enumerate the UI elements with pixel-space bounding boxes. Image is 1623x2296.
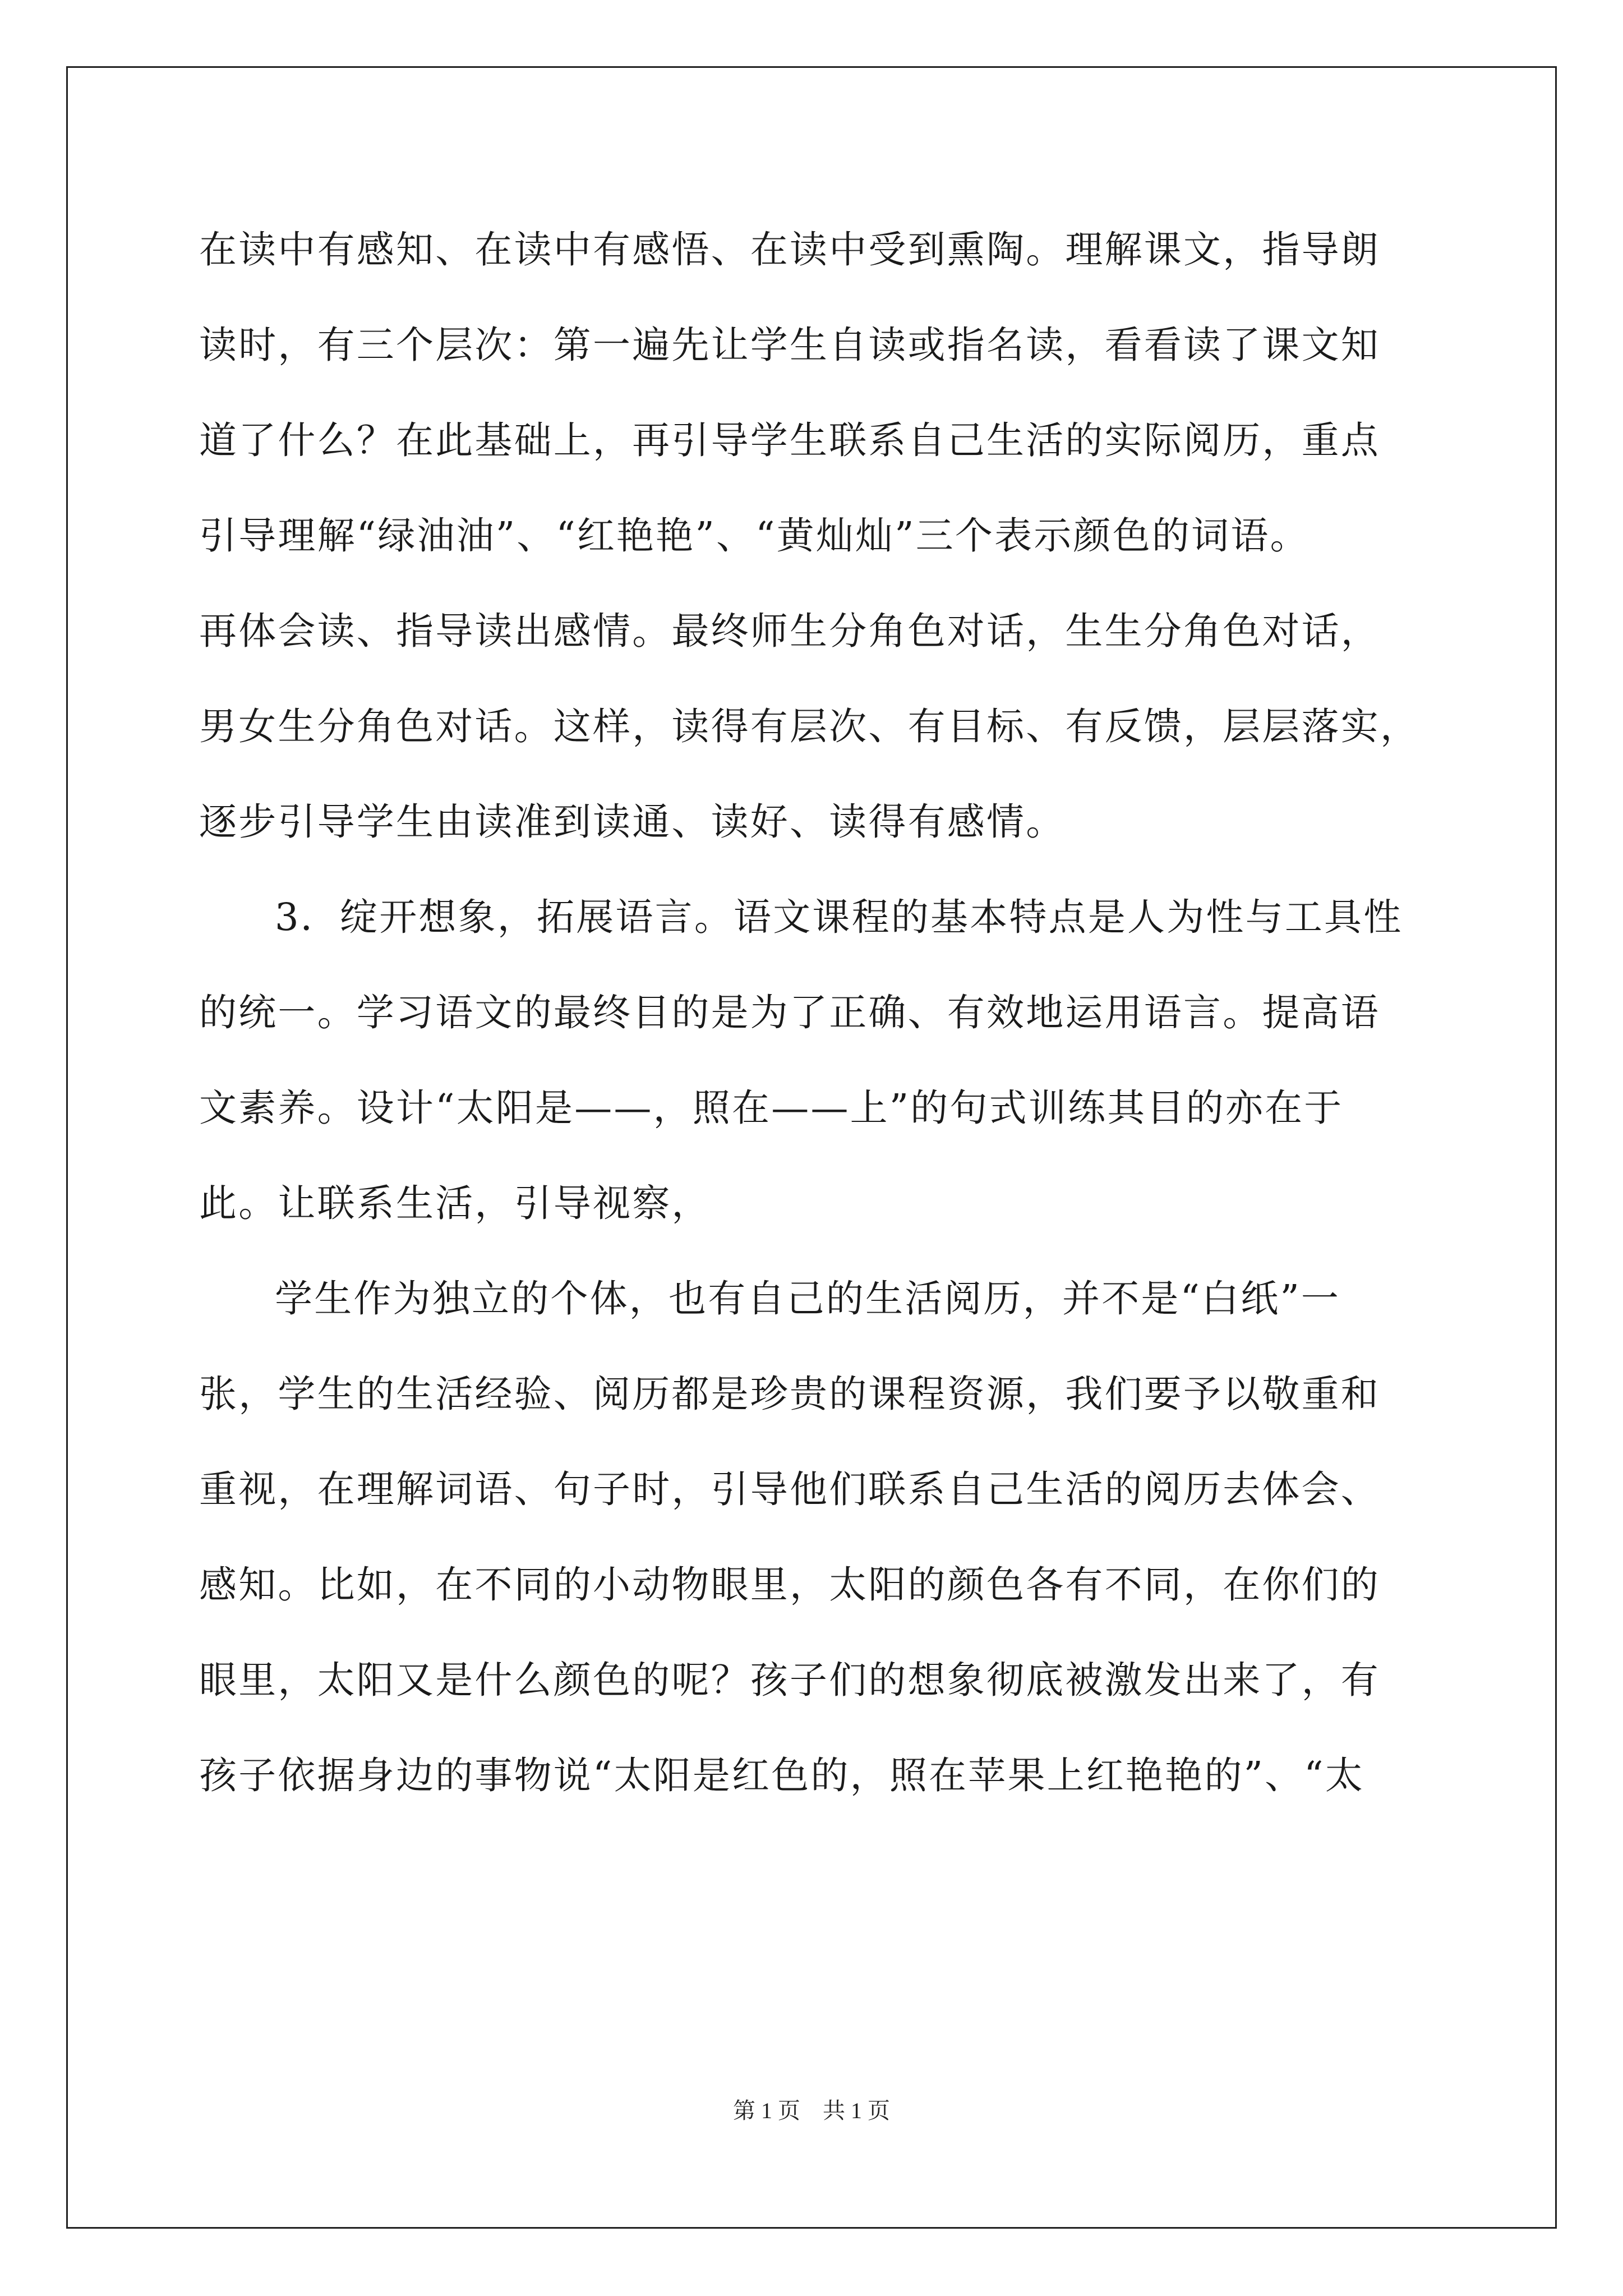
text-line: 的统一。学习语文的最终目的是为了正确、有效地运用语言。提高语 (199, 991, 1380, 1034)
page-border (66, 66, 1557, 2229)
text-line: 道了什么？在此基础上，再引导学生联系自己生活的实际阅历，重点 (199, 418, 1380, 462)
text-line: 感知。比如，在不同的小动物眼里，太阳的颜色各有不同，在你们的 (199, 1563, 1380, 1607)
text-line: 孩子依据身边的事物说“太阳是红色的，照在苹果上红艳艳的”、“太 (199, 1754, 1364, 1797)
text-line: 逐步引导学生由读准到读通、读好、读得有感情。 (199, 800, 1066, 844)
paragraph-start-line: 3．绽开想象，拓展语言。语文课程的基本特点是人为性与工具性 (275, 895, 1403, 939)
text-line: 张，学生的生活经验、阅历都是珍贵的课程资源，我们要予以敬重和 (199, 1372, 1380, 1416)
text-line: 文素养。设计“太阳是——，照在——上”的句式训练其目的亦在于 (199, 1086, 1344, 1130)
text-line: 眼里，太阳又是什么颜色的呢？孩子们的想象彻底被激发出来了，有 (199, 1658, 1380, 1702)
text-line: 男女生分角色对话。这样，读得有层次、有目标、有反馈，层层落实， (199, 705, 1420, 748)
text-line: 重视，在理解词语、句子时，引导他们联系自己生活的阅历去体会、 (199, 1467, 1380, 1511)
text-line: 引导理解“绿油油”、“红艳艳”、“黄灿灿”三个表示颜色的词语。 (199, 514, 1310, 558)
text-line: 再体会读、指导读出感情。最终师生分角色对话，生生分角色对话， (199, 609, 1380, 653)
page-number-footer: 第 1 页 共 1 页 (733, 2098, 890, 2123)
text-line: 此。让联系生活，引导视察， (199, 1181, 711, 1225)
text-line: 在读中有感知、在读中有感悟、在读中受到熏陶。理解课文，指导朗 (199, 228, 1380, 272)
text-line: 读时，有三个层次：第一遍先让学生自读或指名读，看看读了课文知 (199, 323, 1380, 367)
paragraph-start-line: 学生作为独立的个体，也有自己的生活阅历，并不是“白纸”一 (275, 1277, 1341, 1320)
